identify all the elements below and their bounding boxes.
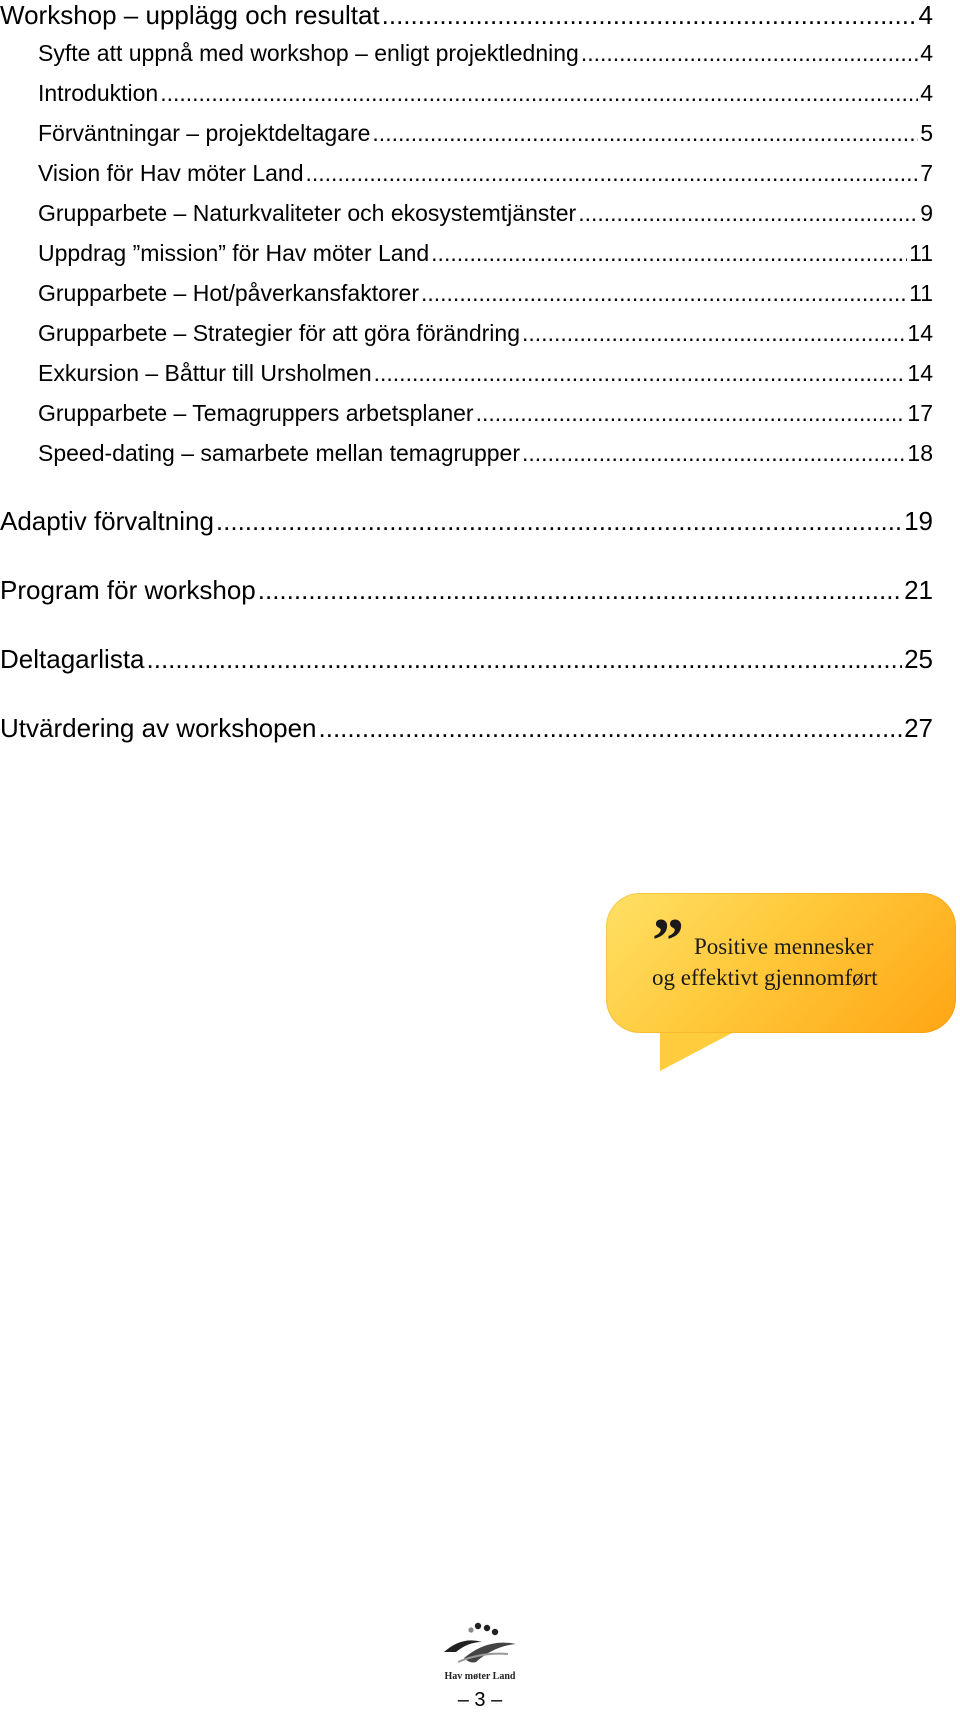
toc-leader-dots [319, 713, 903, 744]
logo-wave-icon [464, 1643, 516, 1663]
toc-entry-page: 14 [907, 360, 933, 386]
toc-leader-dots [374, 360, 906, 387]
toc-leader-dots [382, 0, 917, 31]
logo-dot-icon [468, 1627, 473, 1632]
toc-entry-label: Introduktion [38, 80, 159, 106]
toc-entry-label: Speed-dating – samarbete mellan temagrupper [38, 440, 521, 466]
toc-entry-page: 25 [904, 644, 933, 674]
toc-entry[interactable] [38, 80, 933, 107]
quote-line-2: og effektivt gjennomført [652, 965, 878, 990]
toc-entry[interactable] [0, 713, 933, 744]
quote-line-1: Positive mennesker [694, 934, 874, 959]
toc-entry[interactable] [38, 400, 933, 427]
toc-entry[interactable] [0, 575, 933, 606]
toc-entry-page: 4 [920, 40, 933, 66]
toc-entry-label: Syfte att uppnå med workshop – enligt projektledning [38, 40, 579, 66]
toc-leader-dots [431, 240, 907, 267]
logo-dot-icon [492, 1629, 498, 1635]
toc-entry[interactable] [38, 160, 933, 187]
toc-entry-page: 11 [909, 280, 933, 306]
toc-leader-dots [522, 320, 905, 347]
toc-leader-dots [372, 120, 918, 147]
toc-entry[interactable] [38, 280, 933, 307]
toc-entry-label: Exkursion – Båttur till Ursholmen [38, 360, 372, 386]
toc-leader-dots [147, 644, 903, 675]
logo-dot-icon [475, 1623, 481, 1629]
toc-entry-label: Vision för Hav möter Land [38, 160, 304, 186]
callout-bubble [606, 893, 956, 1033]
quote-mark-icon: ” [652, 905, 684, 976]
toc-entry-page: 5 [920, 120, 933, 146]
toc-leader-dots [578, 200, 918, 227]
toc-entry-label: Grupparbete – Temagruppers arbetsplaner [38, 400, 474, 426]
toc-leader-dots [160, 80, 918, 107]
toc-entry-page: 17 [907, 400, 933, 426]
toc-entry-label: Adaptiv förvaltning [0, 506, 214, 536]
hav-moter-land-logo [438, 1618, 522, 1678]
toc-entry-label: Uppdrag ”mission” för Hav möter Land [38, 240, 430, 266]
quote-callout [600, 893, 960, 1068]
toc-leader-dots [522, 440, 905, 467]
toc-entry-label: Workshop – upplägg och resultat [0, 0, 380, 30]
toc-leader-dots [258, 575, 902, 606]
toc-entry[interactable] [0, 0, 933, 31]
toc-entry[interactable] [38, 320, 933, 347]
toc-entry-page: 11 [909, 240, 933, 266]
toc-entry-page: 18 [907, 440, 933, 466]
toc-entry-page: 9 [920, 200, 933, 226]
logo-dot-icon [484, 1625, 490, 1631]
toc-entry[interactable] [38, 240, 933, 267]
toc-entry[interactable] [38, 40, 933, 67]
toc-entry[interactable] [38, 120, 933, 147]
toc-entry-page: 4 [920, 80, 933, 106]
toc-entry-label: Deltagarlista [0, 644, 145, 674]
toc-entry[interactable] [38, 200, 933, 227]
toc-entry[interactable] [0, 644, 933, 675]
toc-entry-label: Utvärdering av workshopen [0, 713, 317, 743]
logo-text: Hav møter Land [444, 1671, 516, 1682]
quote-text [652, 931, 952, 993]
toc-entry-label: Grupparbete – Strategier för att göra förändring [38, 320, 521, 346]
toc-leader-dots [216, 506, 902, 537]
toc-leader-dots [421, 280, 907, 307]
toc-entry[interactable] [38, 360, 933, 387]
toc-entry-page: 7 [920, 160, 933, 186]
toc-entry[interactable] [0, 506, 933, 537]
toc-entry-page: 21 [904, 575, 933, 605]
toc-entry-label: Program för workshop [0, 575, 256, 605]
toc-entry-label: Förväntningar – projektdeltagare [38, 120, 371, 146]
toc-entry-page: 14 [907, 320, 933, 346]
toc-entry-page: 19 [904, 506, 933, 536]
toc-entry-page: 4 [918, 0, 933, 30]
toc-entry-page: 27 [904, 713, 933, 743]
toc-leader-dots [306, 160, 919, 187]
toc-entry[interactable] [38, 440, 933, 467]
toc-entry-label: Grupparbete – Hot/påverkansfaktorer [38, 280, 419, 306]
toc-leader-dots [476, 400, 906, 427]
toc-entry-label: Grupparbete – Naturkvaliteter och ekosystemtjänster [38, 200, 577, 226]
toc-leader-dots [581, 40, 918, 67]
page-number: – 3 – [457, 1689, 503, 1711]
